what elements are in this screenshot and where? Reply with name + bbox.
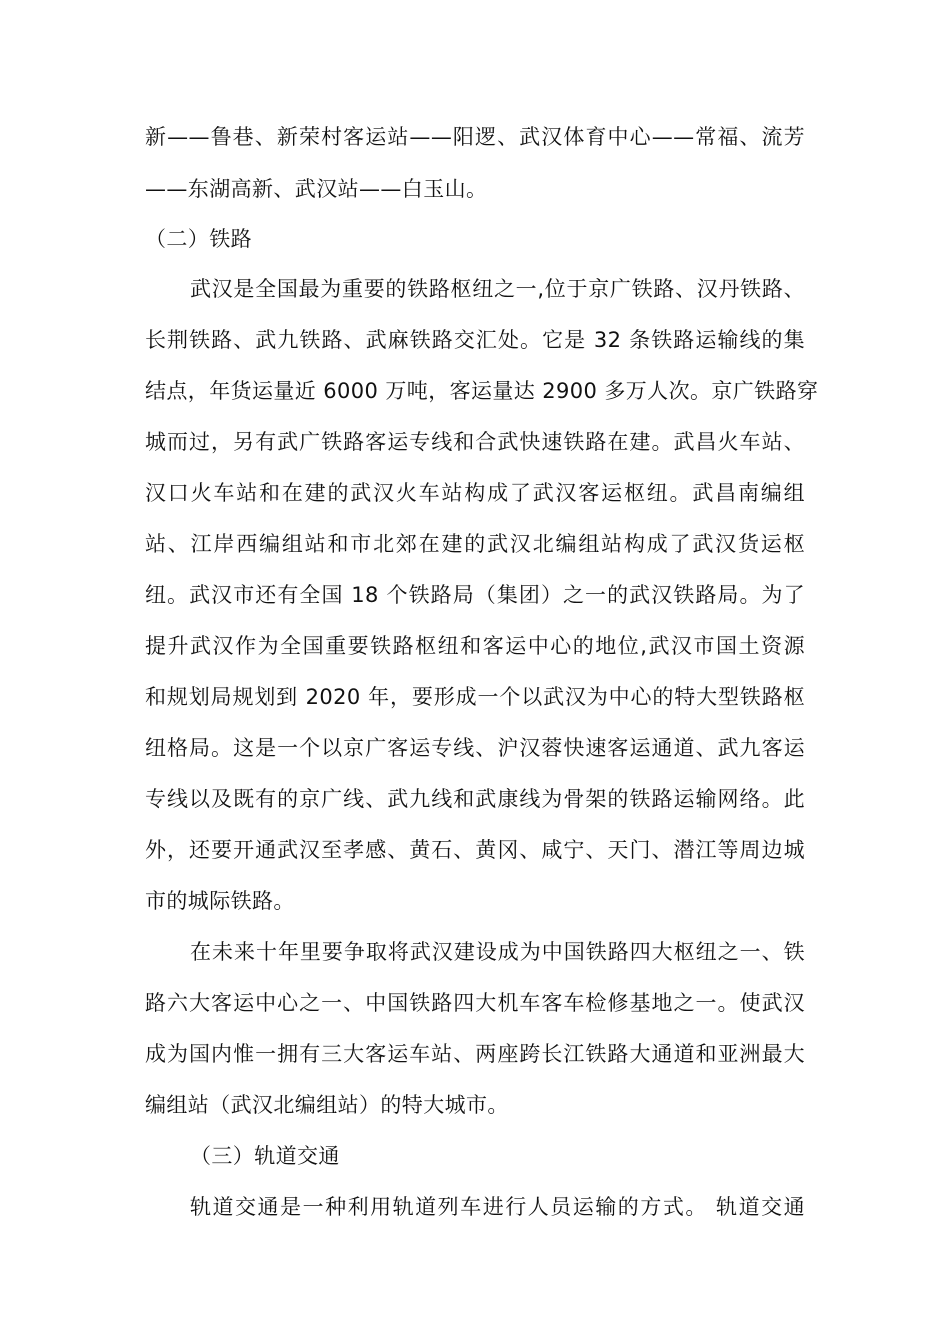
railway-p1-line-9: 和规划局规划到 2020 年，要形成一个以武汉为中心的特大型铁路枢 — [145, 685, 805, 709]
railway-p1-line-13: 市的城际铁路。 — [145, 889, 295, 913]
section-heading-railway: （二）铁路 — [145, 227, 252, 251]
railway-p1-line-4: 城而过，另有武广铁路客运专线和合武快速铁路在建。武昌火车站、 — [145, 430, 805, 454]
section-heading-rail-transit: （三）轨道交通 — [190, 1144, 340, 1168]
railway-p1-line-8: 提升武汉作为全国重要铁路枢纽和客运中心的地位,武汉市国土资源 — [145, 634, 805, 658]
railway-p1-line-12: 外，还要开通武汉至孝感、黄石、黄冈、咸宁、天门、潜江等周边城 — [145, 838, 805, 862]
railway-p1-line-7: 纽。武汉市还有全国 18 个铁路局（集团）之一的武汉铁路局。为了 — [145, 583, 805, 607]
railway-p2-line-4: 编组站（武汉北编组站）的特大城市。 — [145, 1093, 509, 1117]
railway-p1-line-11: 专线以及既有的京广线、武九线和武康线为骨架的铁路运输网络。此 — [145, 787, 805, 811]
railway-p1-line-3: 结点，年货运量近 6000 万吨，客运量达 2900 多万人次。京广铁路穿 — [145, 379, 819, 403]
rail-transit-p1-line-1: 轨道交通是一种利用轨道列车进行人员运输的方式。 轨道交通 — [190, 1195, 805, 1219]
railway-p1-line-1: 武汉是全国最为重要的铁路枢纽之一,位于京广铁路、汉丹铁路、 — [190, 277, 805, 301]
railway-p2-line-2: 路六大客运中心之一、中国铁路四大机车客车检修基地之一。使武汉 — [145, 991, 805, 1015]
railway-p1-line-10: 纽格局。这是一个以京广客运专线、沪汉蓉快速客运通道、武九客运 — [145, 736, 805, 760]
intro-line-2: ——东湖高新、武汉站——白玉山。 — [145, 177, 488, 201]
railway-p1-line-6: 站、江岸西编组站和市北郊在建的武汉北编组站构成了武汉货运枢 — [145, 532, 805, 556]
railway-p2-line-1: 在未来十年里要争取将武汉建设成为中国铁路四大枢纽之一、铁 — [190, 940, 805, 964]
railway-p2-line-3: 成为国内惟一拥有三大客运车站、两座跨长江铁路大通道和亚洲最大 — [145, 1042, 805, 1066]
intro-line-1: 新——鲁巷、新荣村客运站——阳逻、武汉体育中心——常福、流芳 — [145, 125, 805, 149]
railway-p1-line-2: 长荆铁路、武九铁路、武麻铁路交汇处。它是 32 条铁路运输线的集 — [145, 328, 805, 352]
railway-p1-line-5: 汉口火车站和在建的武汉火车站构成了武汉客运枢纽。武昌南编组 — [145, 481, 805, 505]
